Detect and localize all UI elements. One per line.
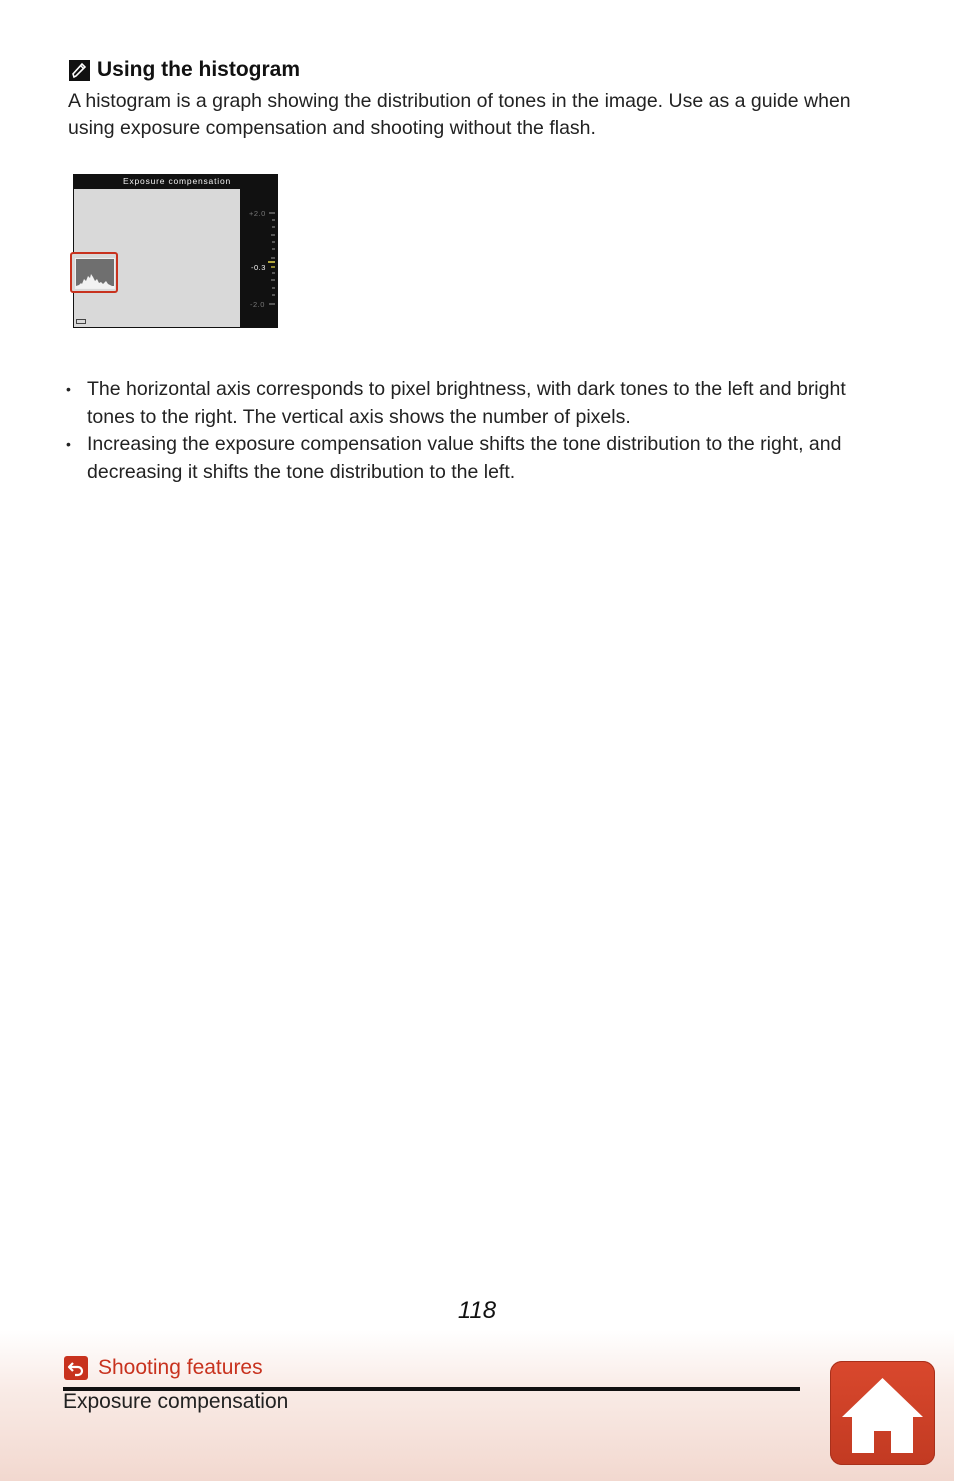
note-heading	[69, 58, 300, 82]
bullet-item: • Increasing the exposure compensation value shifts the tone distribution to the right, and decreasing it shifts the tone distribution to the left.	[64, 431, 894, 486]
exposure-scale	[240, 189, 277, 327]
bullet-item: • The horizontal axis corresponds to pixel brightness, with dark tones to the left and bright tones to the right. The vertical axis shows the number of pixels.	[64, 376, 894, 431]
histogram-graph	[75, 258, 115, 289]
pencil-note-icon	[69, 60, 90, 81]
histogram-highlight	[70, 252, 118, 293]
camera-screen-illustration	[73, 174, 278, 328]
section-name: Exposure compensation	[63, 1390, 289, 1413]
battery-icon	[76, 319, 86, 324]
note-title: Using the histogram	[97, 58, 301, 81]
scale-top-label: +2.0	[249, 209, 266, 218]
scale-bottom-label: -2.0	[250, 300, 265, 309]
bullet-list	[64, 376, 894, 486]
screen-header	[74, 175, 277, 189]
scale-ticks	[240, 189, 277, 327]
intro-paragraph: A histogram is a graph showing the distribution of tones in the image. Use as a guide when using exposure compensation and shooting without the flash.	[68, 90, 851, 139]
home-button[interactable]	[830, 1361, 935, 1465]
page-number: 118	[457, 1297, 497, 1324]
screen-header-label: Exposure compensation	[123, 176, 231, 186]
chapter-link[interactable]	[64, 1356, 263, 1380]
return-arrow-icon	[64, 1356, 88, 1380]
home-icon	[830, 1361, 935, 1465]
scale-current-label: -0.3	[251, 263, 266, 272]
chapter-label[interactable]: Shooting features	[98, 1356, 263, 1379]
